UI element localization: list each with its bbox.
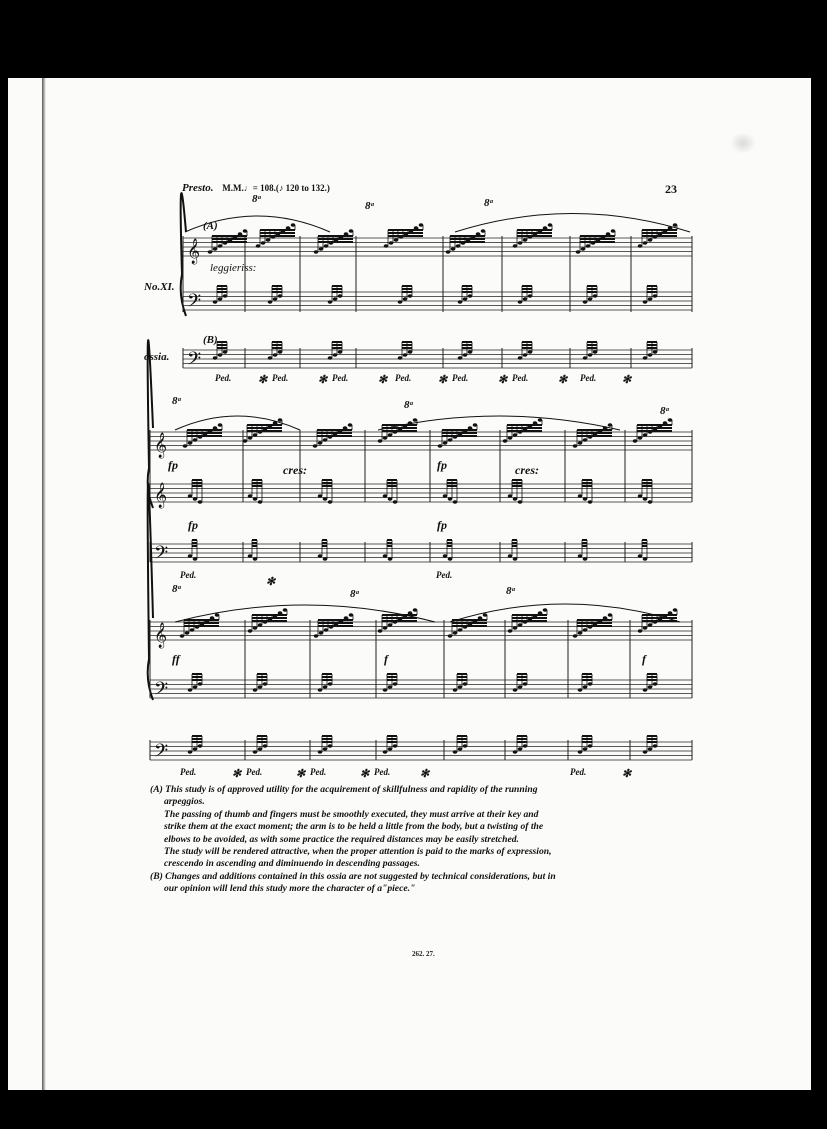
footnote-a-line: elbows to be avoided, as with some practice the required distances may be easily stretched. xyxy=(164,833,519,845)
pedal-mark: Ped. xyxy=(580,373,597,383)
clef: 𝄢 xyxy=(187,349,202,374)
pedal-mark: Ped. xyxy=(436,570,453,580)
pedal-release: ✻ xyxy=(360,768,370,780)
pedal-release: ✻ xyxy=(266,576,276,588)
footnote-a-line: The passing of thumb and fingers must be smoothly executed, they must arrive at their key and xyxy=(164,808,539,820)
pedal-release: ✻ xyxy=(438,374,448,386)
pedal-mark: Ped. xyxy=(180,570,197,580)
clef: 𝄞 xyxy=(187,239,201,264)
clef: 𝄢 xyxy=(154,543,169,568)
clef: 𝄢 xyxy=(154,741,169,766)
ottava-mark: 8ᵃ xyxy=(172,395,181,407)
ottava-mark: 8ᵃ xyxy=(404,399,413,411)
footnote-a-line: (A) This study is of approved utility for the acquirement of skillfulness and rapidity of the running xyxy=(150,784,538,795)
pedal-mark: Ped. xyxy=(374,767,391,777)
footnote-a-line: crescendo in ascending and diminuendo in descending passages. xyxy=(164,858,420,870)
pedal-mark: Ped. xyxy=(570,767,587,777)
ottava-mark: 8ᵃ xyxy=(172,583,181,595)
footnotes xyxy=(150,784,710,896)
ottava-mark: 8ᵃ xyxy=(660,405,669,417)
tempo-word: Presto. xyxy=(182,182,214,194)
pedal-release: ✻ xyxy=(378,374,388,386)
clef: 𝄢 xyxy=(187,291,202,316)
plate-number: 262. 27. xyxy=(412,950,435,958)
pedal-mark: Ped. xyxy=(332,373,349,383)
pedal-mark: Ped. xyxy=(310,767,327,777)
dynamic-fp: fp xyxy=(437,518,447,532)
clef: 𝄞 xyxy=(154,433,168,458)
pedal-mark: Ped. xyxy=(452,373,469,383)
dynamic-f: f xyxy=(642,652,646,666)
ottava-mark: 8ᵃ xyxy=(484,197,493,209)
dynamic-fp: fp xyxy=(168,458,178,472)
dynamic-fp: fp xyxy=(188,518,198,532)
pedal-release: ✻ xyxy=(296,768,306,780)
pedal-mark: Ped. xyxy=(512,373,529,383)
study-label: No.XI. xyxy=(144,281,175,293)
footnote-a-line: The study will be rendered attractive, when the proper attention is paid to the marks of expression, xyxy=(164,846,552,858)
pedal-release: ✻ xyxy=(558,374,568,386)
pedal-mark: Ped. xyxy=(246,767,263,777)
pedal-release: ✻ xyxy=(498,374,508,386)
ottava-mark: 8ᵃ xyxy=(252,193,261,205)
pedal-mark: Ped. xyxy=(272,373,289,383)
page-number: 23 xyxy=(665,182,677,196)
leggieriss-marking: leggieriss: xyxy=(210,262,257,274)
ottava-mark: 8ᵃ xyxy=(350,588,359,600)
clef: 𝄢 xyxy=(154,679,169,704)
pedal-release: ✻ xyxy=(318,374,328,386)
footnote-b-line: (B) Changes and additions contained in this ossia are not suggested by technical considerations, but in xyxy=(150,870,556,882)
dynamic-cres: cres: xyxy=(283,463,307,477)
clef: 𝄞 xyxy=(154,483,168,508)
dynamic-f: f xyxy=(384,652,388,666)
pedal-mark: Ped. xyxy=(395,373,412,383)
footnote-a-line: arpeggios. xyxy=(164,796,205,808)
clef: 𝄞 xyxy=(154,623,168,648)
ottava-mark: 8ᵃ xyxy=(365,200,374,212)
footnote-a-line: strike them at the exact moment; the arm is to be held a little from the body, but a twisting of the xyxy=(164,821,544,833)
marker-b: (B) xyxy=(203,334,218,346)
footnote-b-line: our opinion will lend this study more the character of a"piece." xyxy=(164,883,416,895)
metronome-mark: M.M.♩= 108.(♪ 120 to 132.) xyxy=(222,183,330,193)
pedal-release: ✻ xyxy=(420,768,430,780)
ossia-label: ossia. xyxy=(144,351,170,363)
pedal-release: ✻ xyxy=(622,374,632,386)
pedal-mark: Ped. xyxy=(215,373,232,383)
pedal-release: ✻ xyxy=(232,768,242,780)
pedal-mark: Ped. xyxy=(180,767,197,777)
ottava-mark: 8ᵃ xyxy=(506,585,515,597)
pedal-release: ✻ xyxy=(622,768,632,780)
marker-a: (A) xyxy=(203,220,218,232)
dynamic-fp: fp xyxy=(437,458,447,472)
dynamic-ff: ff xyxy=(172,652,180,666)
dynamic-cres: cres: xyxy=(515,463,539,477)
pedal-release: ✻ xyxy=(258,374,268,386)
